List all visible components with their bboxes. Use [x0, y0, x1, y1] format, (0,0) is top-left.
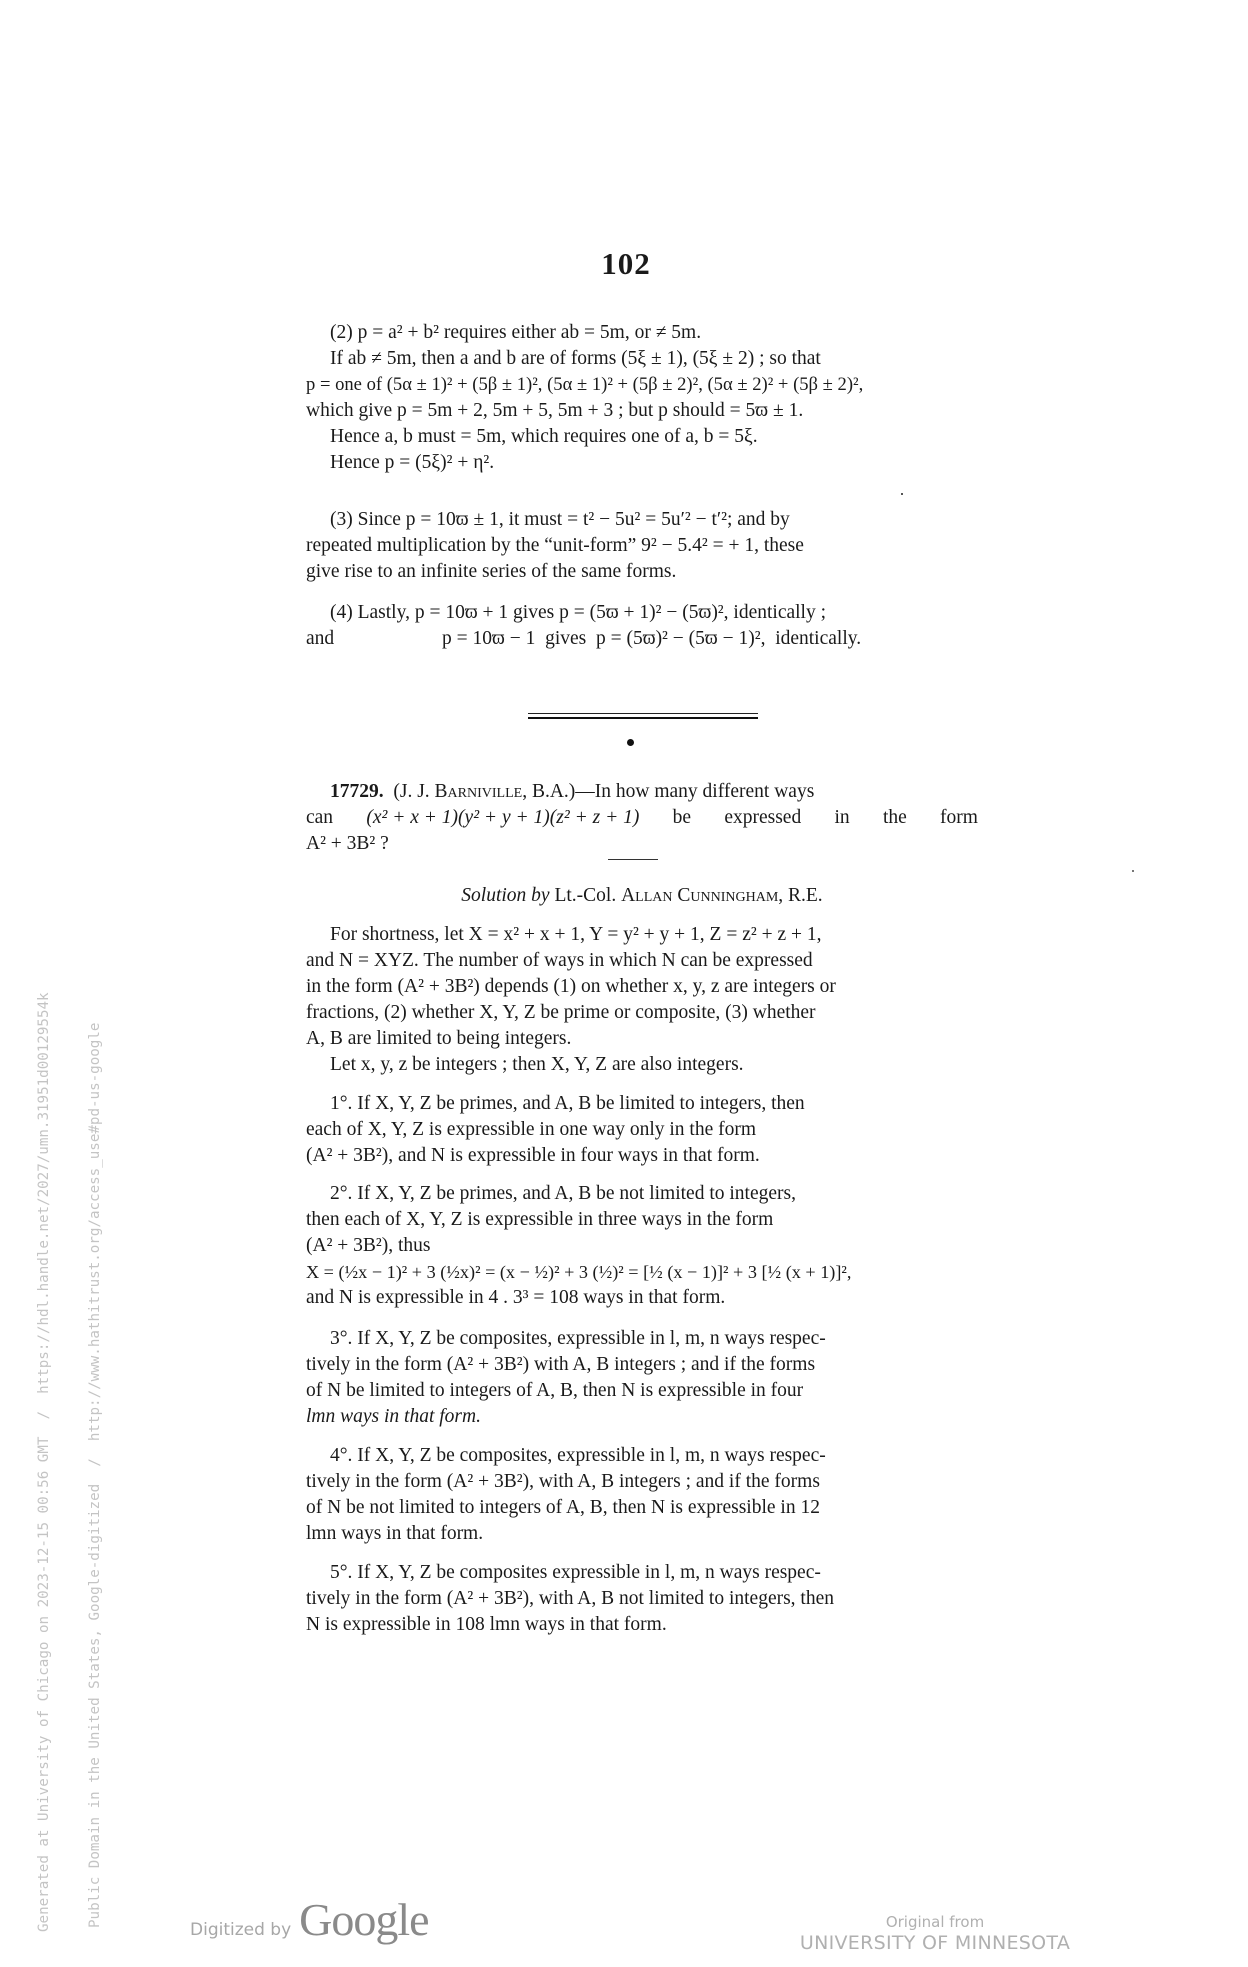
text-line: (2) p = a² + b² requires either ab = 5m, or ≠ 5m. [330, 322, 702, 343]
text-line: (A² + 3B²), thus [306, 1235, 431, 1256]
watermark-line-1: Generated at University of Chicago on 2023-12-15 00:56 GMT / https://hdl.handle.net/2027/umn.31951d00129554k [36, 992, 52, 1932]
case-5 [306, 1560, 978, 1638]
question-line-2 [306, 805, 978, 831]
text-line: and N = XYZ. The number of ways in which N can be expressed [306, 950, 813, 971]
solution-author: Allan Cunningham [621, 885, 779, 906]
word: expressed [724, 807, 802, 828]
question [306, 779, 978, 857]
question-number: 17729. [330, 781, 384, 802]
text-line: 2°. If X, Y, Z be primes, and A, B be not limited to integers, [330, 1183, 796, 1204]
word: the [882, 807, 907, 828]
part-2 [306, 320, 978, 476]
text-line: tively in the form (A² + 3B²), with A, B integers ; and if the forms [306, 1471, 820, 1492]
text-line: Hence a, b must = 5m, which requires one of a, b = 5ξ. [330, 426, 758, 447]
text-line: p = one of (5α ± 1)² + (5β ± 1)², (5α ± 1)² + (5β ± 2)², (5α ± 2)² + (5β ± 2)², [306, 374, 864, 395]
question-author: Barniville [434, 781, 523, 802]
divider-dot [627, 739, 634, 746]
text-line: give rise to an infinite series of the same forms. [306, 561, 677, 582]
solution-intro [306, 922, 978, 1078]
part4-line2: p = 10ϖ − 1 gives p = (5ϖ)² − (5ϖ − 1)², identically. [442, 628, 862, 649]
text-line: which give p = 5m + 2, 5m + 5, 5m + 3 ; but p should = 5ϖ ± 1. [306, 400, 804, 421]
author-close: , B.A.)—In how many different ways [522, 781, 815, 802]
part-4 [306, 600, 978, 652]
part-3 [306, 507, 978, 585]
text-line: For shortness, let X = x² + x + 1, Y = y² + y + 1, Z = z² + z + 1, [330, 924, 822, 945]
and-label: and [306, 628, 335, 649]
text-line [306, 626, 978, 652]
text-line: 3°. If X, Y, Z be composites, expressible in l, m, n ways respec- [330, 1328, 826, 1349]
text-line: of N be not limited to integers of A, B, then N is expressible in 12 [306, 1497, 820, 1518]
scan-speck [1132, 870, 1134, 872]
text-line: tively in the form (A² + 3B²) with A, B integers ; and if the forms [306, 1354, 816, 1375]
original-source [790, 1913, 1080, 1955]
solution-byline [306, 883, 978, 909]
text-line: Let x, y, z be integers ; then X, Y, Z are also integers. [330, 1054, 744, 1075]
text-line: 4°. If X, Y, Z be composites, expressible in l, m, n ways respec- [330, 1445, 826, 1466]
text-line: lmn ways in that form. [306, 1406, 481, 1427]
spacer [384, 779, 394, 805]
short-divider [608, 859, 658, 860]
page-number: 102 [601, 246, 651, 281]
author-open: (J. J. [393, 781, 435, 802]
text-line: lmn ways in that form. [306, 1523, 484, 1544]
text-line: repeated multiplication by the “unit-form” 9² − 5.4² = + 1, these [306, 535, 804, 556]
text-line: 5°. If X, Y, Z be composites expressible in l, m, n ways respec- [330, 1562, 821, 1583]
digitized-by-google [190, 1893, 429, 1946]
university-name: UNIVERSITY OF MINNESOTA [799, 1932, 1071, 1954]
word: be [672, 807, 692, 828]
text-line: 1°. If X, Y, Z be primes, and A, B be limited to integers, then [330, 1093, 805, 1114]
text-line: tively in the form (A² + 3B²), with A, B not limited to integers, then [306, 1588, 835, 1609]
text-line: (A² + 3B²), and N is expressible in four ways in that form. [306, 1145, 760, 1166]
text-line: Hence p = (5ξ)² + η². [330, 452, 495, 473]
scan-speck [901, 493, 903, 495]
word: can [306, 807, 334, 828]
case-3 [306, 1326, 978, 1430]
text-line: If ab ≠ 5m, then a and b are of forms (5ξ ± 1), (5ξ ± 2) ; so that [330, 348, 821, 369]
text-line: (3) Since p = 10ϖ ± 1, it must = t² − 5u² = 5u′² − t′²; and by [330, 509, 790, 530]
section-divider [528, 713, 758, 719]
expression: (x² + x + 1)(y² + y + 1)(z² + z + 1) [366, 807, 640, 828]
case-1 [306, 1091, 978, 1169]
google-logo: Google [299, 1894, 429, 1945]
text-line: N is expressible in 108 lmn ways in that form. [306, 1614, 667, 1635]
solution-suffix: , R.E. [778, 885, 823, 906]
text-line: then each of X, Y, Z is expressible in three ways in the form [306, 1209, 774, 1230]
watermark-line-2: Public Domain in the United States, Google-digitized / http://www.hathitrust.org/access_use#pd-us-google [87, 1022, 103, 1928]
text-line: in the form (A² + 3B²) depends (1) on whether x, y, z are integers or [306, 976, 836, 997]
text-line: of N be limited to integers of A, B, then N is expressible in four [306, 1380, 804, 1401]
question-line-3: A² + 3B² ? [306, 833, 389, 854]
case-4 [306, 1443, 978, 1547]
solution-by-label: Solution by [461, 885, 550, 906]
case-2 [306, 1181, 978, 1311]
text-line: fractions, (2) whether X, Y, Z be prime or composite, (3) whether [306, 1002, 816, 1023]
word: form [940, 807, 978, 828]
question-header [306, 779, 978, 805]
hathitrust-watermark [2, 992, 121, 1932]
original-from-label: Original from [885, 1913, 985, 1931]
text-line: X = (½x − 1)² + 3 (½x)² = (x − ½)² + 3 (½)² = [½ (x − 1)]² + 3 [½ (x + 1)]², [306, 1262, 852, 1282]
solution-rank: Lt.-Col. [549, 885, 622, 906]
text-line: and N is expressible in 4 . 3³ = 108 ways in that form. [306, 1287, 726, 1308]
text-line: (4) Lastly, p = 10ϖ + 1 gives p = (5ϖ + 1)² − (5ϖ)², identically ; [330, 602, 827, 623]
text-line: A, B are limited to being integers. [306, 1028, 572, 1049]
digitized-by-label: Digitized by [190, 1920, 292, 1940]
text-line: each of X, Y, Z is expressible in one way only in the form [306, 1119, 757, 1140]
solution-heading [306, 883, 978, 909]
word: in [834, 807, 850, 828]
